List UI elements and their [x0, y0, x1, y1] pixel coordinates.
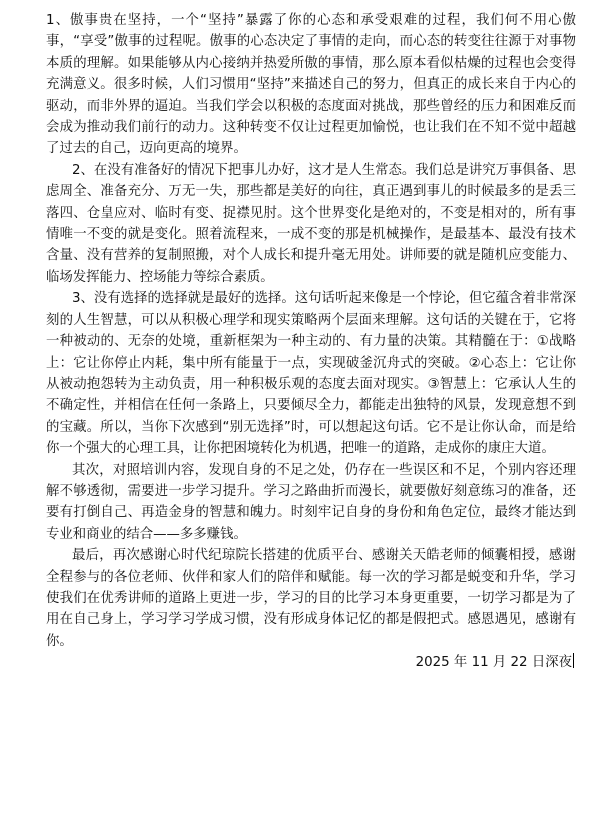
paragraph-5: 最后，再次感谢心时代纪琼院长搭建的优质平台、感谢关天皓老师的倾囊相授，感谢全程参与的各位老师、伙伴和家人们的陪伴和赋能。每一次的学习都是蜕变和升华，学习使我们在优秀讲师的道路上更进一步，学习的目的比学习本身更重要，一切学习都是为了用在自己身上，学习学习学成习惯，没有形成身体记忆的都是假把式。感恩遇见，感谢有你。 [46, 548, 576, 649]
paragraph-4: 其次，对照培训内容，发现自身的不足之处，仍存在一些误区和不足，个别内容还理解不够透彻，需要进一步学习提升。学习之路曲折而漫长，就要傲好刻意练习的准备，还要有打倒自己、再造金身的智慧和魄力。时刻牢记自身的身份和角色定位，最终才能达到专业和商业的结合——多多赚钱。 [46, 462, 576, 542]
document-body[interactable] [46, 10, 576, 674]
text-cursor [573, 653, 574, 668]
paragraph-2: 2、在没有准备好的情况下把事儿办好，这才是人生常态。我们总是讲究万事俱备、思虑周全、准备充分、万无一失，那些都是美好的向往，真正遇到事儿的时候最多的是丢三落四、仓皇应对、临时有变、捉襟见肘。这个世界变化是绝对的，不变是相对的，所有事情唯一不变的就是变化。照着流程来，一成不变的那是机械操作，是最基本、最没有技术含量、没有营养的复制照搬，对个人成长和提升毫无用处。讲师要的就是随机应变能力、临场发挥能力、控场能力等综合素质。 [46, 162, 576, 285]
paragraph-3: 3、没有选择的选择就是最好的选择。这句话听起来像是一个悖论，但它蕴含着非常深刻的人生智慧，可以从积极心理学和现实策略两个层面来理解。这句话的关键在于，它将一种被动的、无奈的处境，重新框架为一种主动的、有力量的决策。其精髓在于：①战略上：它让你停止内耗，集中所有能量于一点，实现破釜沉舟式的突破。②心态上：它让你从被动抱怨转为主动负责，用一种积极乐观的态度去面对现实。③智慧上：它承认人生的不确定性，并相信在任何一条路上，只要倾尽全力，都能走出独特的风景，发现意想不到的宝藏。所以，当你下次感到“别无选择”时，可以想起这句话。它不是让你认命，而是给你一个强大的心理工具，让你把困境转化为机遇，把唯一的道路，走成你的康庄大道。 [46, 291, 576, 457]
date-signature-line [46, 652, 576, 673]
date-text: 2025 年 11 月 22 日深夜 [415, 655, 572, 671]
paragraph-1: 1、傲事贵在坚持，一个“坚持”暴露了你的心态和承受艰难的过程，我们何不用心傲事，“享受”傲事的过程呢。傲事的心态决定了事情的走向，而心态的转变往往源于对事物本质的理解。如果能够从内心接纳并热爱所傲的事情，那么原本看似枯燥的过程也会变得充满意义。很多时候，人们习惯用“坚持”来描述自己的努力，但真正的成长来自于内心的驱动，而非外界的逼迫。当我们学会以积极的态度面对挑战，那些曾经的压力和困难反而会成为推动我们前行的动力。这种转变不仅让过程更加愉悦，也让我们在不知不觉中超越了过去的自己，迈向更高的境界。 [46, 13, 576, 157]
